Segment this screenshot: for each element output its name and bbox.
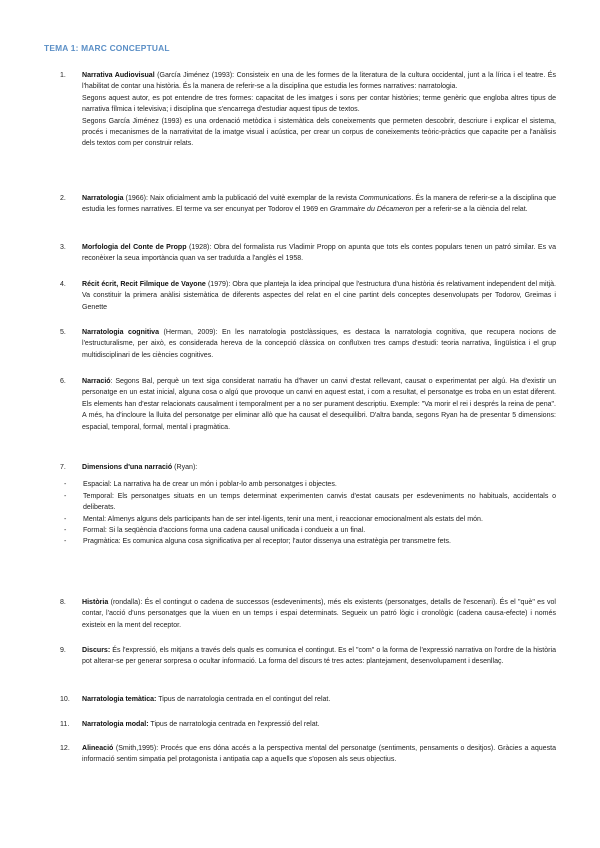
item-body (82, 645, 556, 668)
sub-list-item (44, 479, 556, 490)
item-term: Història (82, 599, 109, 606)
item-text: (García Jiménez (1993): Consisteix en una de les formes de la literatura de la cultura occidental, junt a la lírica i el teatre. És l'habilitat de contar una història. És la manera de referir-se a la disciplina que estudia les formes narratives: narratologia. (82, 72, 556, 91)
item-term: Narratologia cognitiva (82, 329, 159, 336)
sub-list (44, 479, 556, 547)
item-text: Tipus de narratologia centrada en el contingut del relat. (156, 696, 331, 703)
item-term: Narratologia temàtica: (82, 696, 157, 703)
item-number: 5. (60, 329, 66, 336)
item-term: Narració (82, 378, 111, 385)
item-text: (1928): Obra del formalista rus Vladimir Propp on apunta que tots els contes populars tenen un patró similar. Es va reconèixer la seua importància quan va ser traduïda a l'anglès el 1958. (82, 244, 556, 263)
item-body (82, 279, 556, 313)
bullet-dash: - (64, 527, 67, 535)
sub-list-text: Pragmàtica: Es comunica alguna cosa significativa per al receptor; l'autor dissenya una estratègia per transmetre fets. (83, 538, 451, 546)
item-number: 7. (60, 464, 66, 471)
item-term: Narrativa Audiovisual (82, 72, 155, 79)
list-item-8 (44, 597, 556, 631)
list-item-5 (44, 327, 556, 361)
item-paragraph: Segons aquest autor, es pot entendre de tres formes: capacitat de les imatges i sons per contar històries; terme genèric que engloba altres tipus de narrativa fílmica i televisiva; i disciplina que s'encarrega d'estudiar aquest tipus de textos. (82, 94, 556, 114)
item-body (82, 242, 556, 265)
sub-list-item (44, 514, 556, 525)
list-item-6 (44, 376, 556, 433)
list-item-4 (44, 279, 556, 313)
item-body (82, 327, 556, 361)
item-text: És l'expressió, els mitjans a través dels quals es comunica el contingut. Es el "com" o la forma de l'expressió narrativa on l'ordre de la història pot alterar-se per generar sorpresa o ocultar informació. La forma del discurs té tres actes: plantejament, desenvolupament i desenllaç. (82, 647, 556, 666)
list-item-9 (44, 645, 556, 668)
list-item-12 (44, 743, 556, 766)
sub-list-text: Formal: Si la seqüència d'accions forma una cadena causal unificada i condueix a un final. (83, 527, 366, 535)
item-italic-title: Communications (358, 195, 412, 202)
item-number: 11. (60, 721, 70, 728)
bullet-dash: - (64, 515, 67, 523)
sub-list-text: Espacial: La narrativa ha de crear un món i poblar-lo amb personatges i objectes. (83, 481, 337, 489)
item-text: (1966): Naix oficialment amb la publicació del vuitè exemplar de la revista (123, 195, 359, 202)
item-text: : Segons Bal, perquè un text siga considerat narratiu ha d'haver un canvi d'estat rellevant, causat o experimentat per algú. Ha d'existir un personatge en un estat inicial, alguna cosa o algú que provoque un canvi en aquest estat, i com a resultat, el personatge es troba en un estat diferent. Els elements han d'estar relacionats causalment i temporalment per a no ser purament descriptiu. Exemple: "Va morir el rei i després la reina de pena". A més, ha d'incloure la lluita del personatge per eliminar allò que ha causat el desequilibri. D'altra banda, segons Ryan ha de presentar 5 dimensions: espacial, temporal, formal, mental i pragmàtica. (82, 378, 556, 431)
item-text: (rondalla): És el contingut o cadena de successos (esdeveniments), més els existents (personatges, detalls de l'escenari). És el "què" es vol contar, l'acció d'uns personatges que la viuen en un temps i espai determinats. Segueix un patró lògic i cronològic (cadena causa-efecte) i només existeix en la ment del receptor. (82, 599, 556, 629)
item-text: per a referir-se a la ciència del relat. (413, 206, 528, 214)
item-text: . És la manera de referir-se a la disciplina que estudia les formes narratives. El terme va ser encunyat per Todorov el 1969 en (82, 195, 556, 214)
item-text: (Smith,1995): Procés que ens dóna accés a la perspectiva mental del personatge (sentiments, pensaments o desitjos). Gràcies a aquesta informació sentim simpatia pel protagonista i antipatia cap a aquells que s'oposen als seus objectius. (82, 745, 556, 764)
sub-list-item (44, 525, 556, 536)
sub-list-text: Temporal: Els personatges situats en un temps determinat experimenten canvis d'estat causats per esdeveniments no habituals, accidentals o deliberats. (83, 492, 556, 512)
item-number: 3. (60, 244, 66, 251)
list-item-7 (44, 462, 556, 548)
item-number: 1. (60, 72, 66, 79)
item-term: Dimensions d'una narració (82, 464, 173, 471)
list-item-3 (44, 242, 556, 265)
item-body (82, 70, 556, 150)
item-term: Narratologia modal: (82, 721, 149, 728)
item-body (82, 719, 556, 730)
item-body (82, 694, 556, 705)
list-item-11 (44, 719, 556, 730)
bullet-dash: - (64, 481, 67, 489)
bullet-dash: - (64, 492, 67, 500)
item-body (82, 376, 556, 433)
item-number: 8. (60, 599, 66, 606)
sub-list-item (44, 536, 556, 547)
page-title: TEMA 1: MARC CONCEPTUAL (44, 43, 170, 53)
item-term: Discurs: (82, 647, 111, 654)
item-number: 4. (60, 281, 66, 288)
item-number: 9. (60, 647, 66, 654)
item-body (82, 193, 556, 216)
item-italic-title: Grammaire du Décameron (329, 206, 414, 214)
list-item-10 (44, 694, 556, 705)
bullet-dash: - (64, 538, 67, 546)
item-term: Morfologia del Conte de Propp (82, 244, 187, 251)
item-paragraph: Segons García Jiménez (1993) es una ordenació metòdica i sistemàtica dels coneixements que permeten descobrir, descriure i explicar el sistema, procés i mecanismes de la narrativitat de la imatge visual i acústica, per crear un corpus de coneixements teòric-pràctics que capacite per a l'anàlisis dels textos com per construir relats. (82, 117, 556, 148)
item-number: 12. (60, 745, 70, 752)
item-number: 6. (60, 378, 66, 385)
item-number: 2. (60, 195, 66, 202)
item-term: Alineació (82, 745, 114, 752)
item-text: (1979): Obra que planteja la idea principal que l'estructura d'una història és relativament independent del mitjà. Va constituir la primera anàlisi sistemàtica de diferents aspectes del relat en el cine partint dels conceptes desenvolupats per Todorov, Greimas i Genette (82, 281, 556, 311)
item-text: Tipus de narratologia centrada en l'expressió del relat. (148, 721, 320, 728)
item-text: (Herman, 2009): En les narratologia postclàssiques, es destaca la narratologia cognitiva, que recupera nocions de l'estructuralisme, per això, es considerada hereva de la concepció clàssica on confluïxen tres camps d'estudi: teoria narrativa, lingüística i el grup multidisciplinari de les ciències cognitives. (82, 329, 556, 359)
item-term: Narratologia (82, 195, 124, 202)
sub-list-text: Mental: Almenys alguns dels participants han de ser intel·ligents, tenir una ment, i reaccionar emocionalment als estats del món. (83, 515, 483, 523)
item-body (82, 462, 556, 473)
list-item-2 (44, 193, 556, 216)
list-item-1 (44, 70, 556, 150)
item-number: 10. (60, 696, 70, 703)
item-text: (Ryan): (172, 464, 198, 471)
item-body (82, 597, 556, 631)
item-term: Récit écrit, Recit Filmique de Vayone (82, 281, 206, 288)
sub-list-item (44, 491, 556, 514)
item-body (82, 743, 556, 766)
